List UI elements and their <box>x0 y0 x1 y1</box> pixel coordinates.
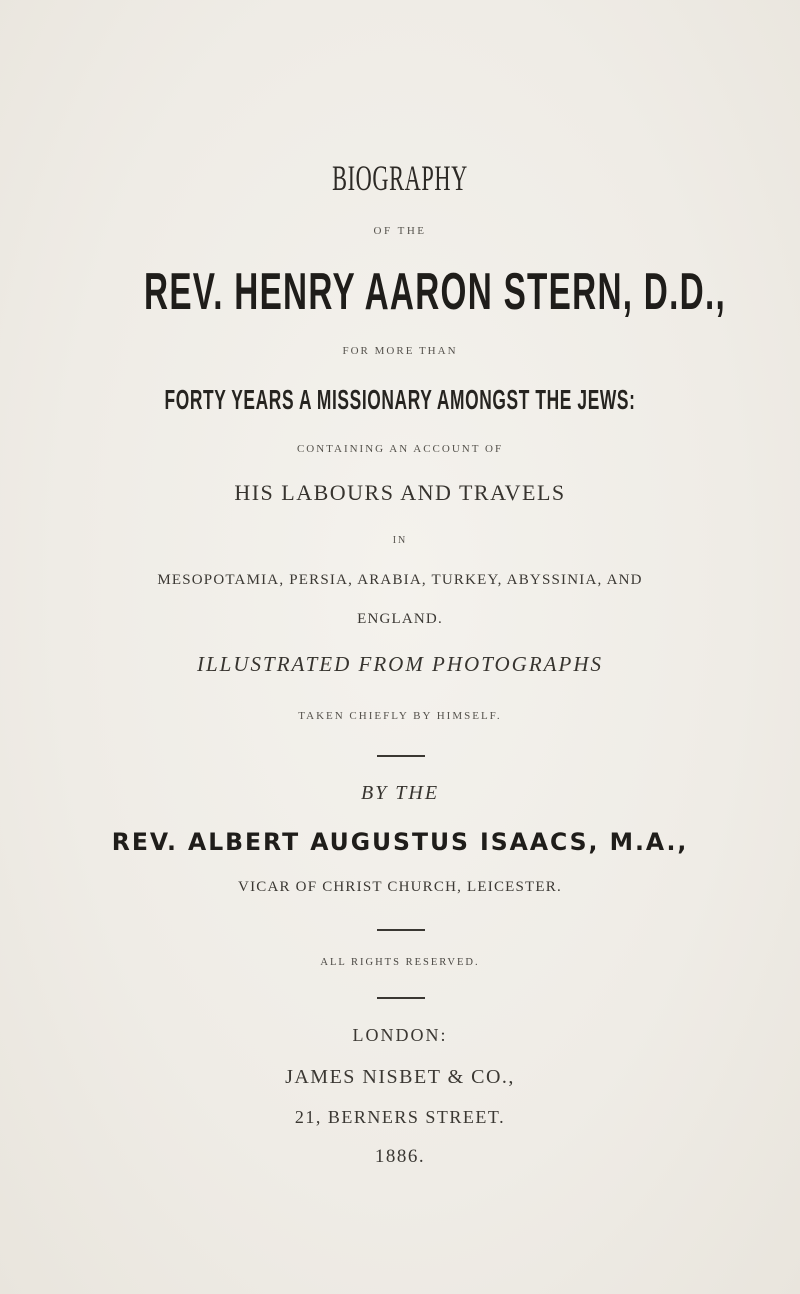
publisher-address: 21, BERNERS STREET. <box>294 1107 506 1127</box>
divider-rule <box>377 929 425 931</box>
book-title: BIOGRAPHY <box>332 158 468 198</box>
taken-line: TAKEN CHIEFLY BY HIMSELF. <box>298 710 502 722</box>
author-title: VICAR OF CHRIST CHURCH, LEICESTER. <box>238 879 562 895</box>
publication-city: LONDON: <box>352 1025 448 1045</box>
containing-line: CONTAINING AN ACCOUNT OF <box>296 443 504 455</box>
publisher-name: JAMES NISBET & CO., <box>285 1066 515 1088</box>
illustrated-line: ILLUSTRATED FROM PHOTOGRAPHS <box>197 652 603 676</box>
places-line-2: ENGLAND. <box>357 611 443 627</box>
forty-years-line: FORTY YEARS A MISSIONARY AMONGST THE JEWS: <box>164 384 636 415</box>
in-line: IN <box>392 535 408 546</box>
divider-rule <box>377 755 425 757</box>
for-more-than-line: FOR MORE THAN <box>342 345 458 357</box>
of-the-line: OF THE <box>373 225 427 237</box>
rights-line: ALL RIGHTS RESERVED. <box>320 957 480 968</box>
by-the-line: BY THE <box>360 782 440 804</box>
publication-year: 1886. <box>374 1146 426 1167</box>
divider-rule <box>377 997 425 999</box>
author-name: REV. ALBERT AUGUSTUS ISAACS, M.A., <box>111 828 689 856</box>
subject-name: REV. HENRY AARON STERN, D.D., <box>144 263 727 321</box>
labours-line: HIS LABOURS AND TRAVELS <box>234 480 566 505</box>
places-line-1: MESOPOTAMIA, PERSIA, ARABIA, TURKEY, ABYSSINIA, AND <box>157 572 643 588</box>
